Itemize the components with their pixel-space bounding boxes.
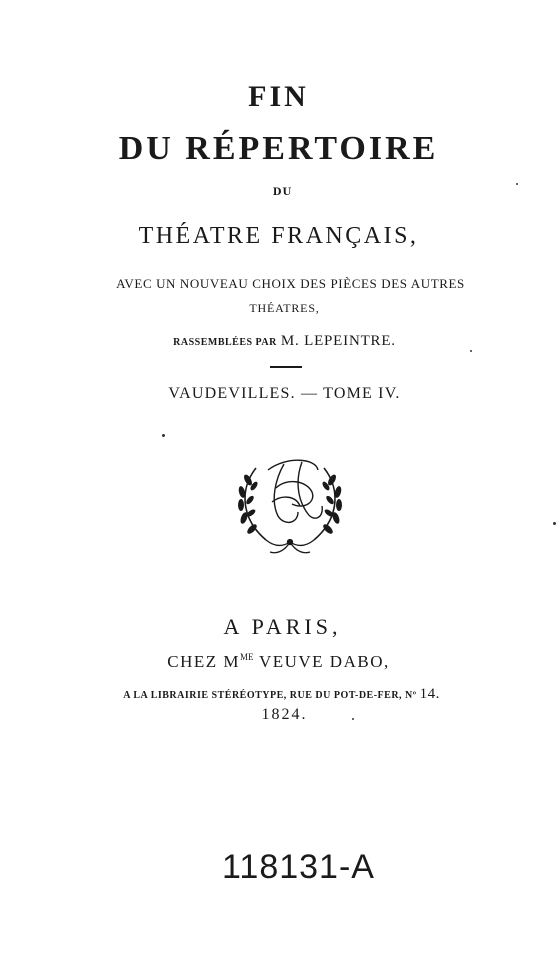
imprint-year: 1824. [261,706,308,723]
scan-speck [553,522,556,525]
publisher-prefix: CHEZ M [167,652,241,671]
imprint-publisher [0,652,557,672]
publisher-sup: ME [240,652,254,662]
address-number: 14. [419,686,440,702]
editor-prefix: RASSEMBLÉES PAR [173,337,277,348]
scan-speck [516,183,518,185]
subtitle-avec: AVEC UN NOUVEAU CHOIX DES PIÈCES DES AUTRES [116,276,465,291]
address-text: A LA LIBRAIRIE STÉRÉOTYPE, RUE DU POT-DE-FER, Nº [123,690,417,701]
imprint-city: A PARIS, [223,614,342,639]
editor-name: M. LEPEINTRE. [280,333,396,349]
laurel-wreath-monogram-icon [226,448,354,558]
scan-speck [352,718,354,720]
call-number-stamp: 118131-A [222,848,375,886]
subtitle-theatres: THÉATRES, [249,301,320,315]
divider-rule [270,366,302,368]
imprint-address [3,686,557,703]
publisher-name: VEUVE DABO, [253,652,390,671]
title-du: DU [272,187,293,198]
scan-speck [162,434,165,437]
scan-speck [470,350,472,352]
title-fin: FIN [248,80,309,113]
title-repertoire: DU RÉPERTOIRE [118,130,439,167]
volume-line: VAUDEVILLES. — TOME IV. [168,385,401,402]
editor-line [6,333,557,350]
title-theatre-francais: THÉATRE FRANÇAIS, [138,223,419,249]
